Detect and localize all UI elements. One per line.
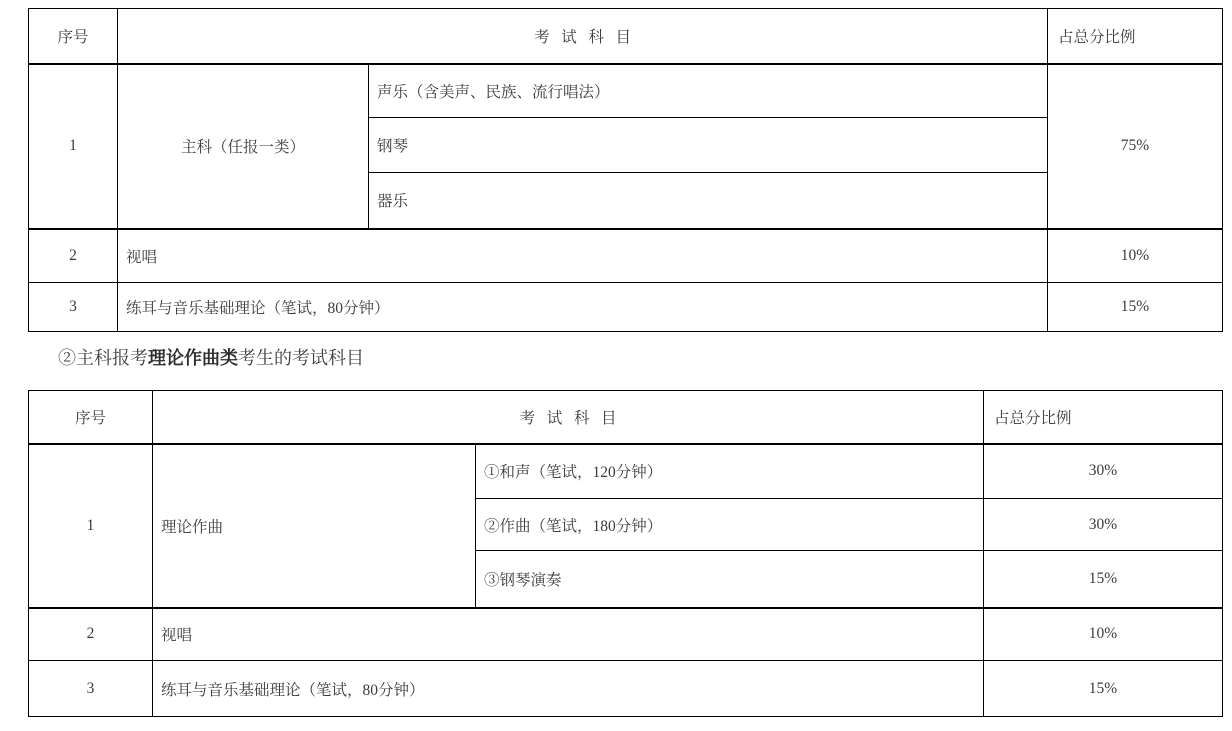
- header-cell-subject: 考试科目: [118, 9, 1048, 64]
- header-cell-ratio: 占总分比例: [984, 391, 1223, 444]
- header-cell-no: 序号: [29, 391, 153, 444]
- subject-group-cell: 理论作曲: [153, 444, 476, 608]
- subject-cell: 视唱: [118, 229, 1048, 283]
- sub-subject-cell: 声乐（含美声、民族、流行唱法）: [369, 64, 1048, 118]
- exam-table-1-container: [28, 8, 1223, 332]
- sub-subject-cell: 钢琴: [369, 118, 1048, 173]
- exam-table-vocal-instrumental: [28, 8, 1223, 332]
- section-heading: [58, 344, 364, 370]
- ratio-cell: 75%: [1048, 64, 1223, 229]
- subject-cell: 练耳与音乐基础理论（笔试，80分钟）: [153, 661, 984, 717]
- header-cell-ratio: 占总分比例: [1048, 9, 1223, 64]
- sub-subject-cell: ①和声（笔试，120分钟）: [476, 444, 984, 499]
- header-cell-subject: 考试科目: [153, 391, 984, 444]
- row-number-cell: 2: [29, 608, 153, 661]
- sub-subject-cell: 器乐: [369, 173, 1048, 229]
- subject-group-cell: 主科（任报一类）: [118, 64, 369, 229]
- ratio-cell: 30%: [984, 444, 1223, 499]
- ratio-cell: 30%: [984, 499, 1223, 551]
- subject-cell: 练耳与音乐基础理论（笔试，80分钟）: [118, 283, 1048, 332]
- exam-table-theory-composition: [28, 390, 1223, 717]
- row-number-cell: 3: [29, 661, 153, 717]
- subject-cell: 视唱: [153, 608, 984, 661]
- header-cell-no: 序号: [29, 9, 118, 64]
- row-number-cell: 3: [29, 283, 118, 332]
- ratio-cell: 10%: [984, 608, 1223, 661]
- exam-table-2-container: [28, 390, 1223, 717]
- row-number-cell: 1: [29, 64, 118, 229]
- ratio-cell: 15%: [984, 551, 1223, 608]
- ratio-cell: 15%: [1048, 283, 1223, 332]
- sub-subject-cell: ③钢琴演奏: [476, 551, 984, 608]
- section-heading-prefix: ②主科报考: [58, 348, 148, 368]
- ratio-cell: 10%: [1048, 229, 1223, 283]
- section-heading-bold: 理论作曲类: [148, 348, 238, 368]
- section-heading-suffix: 考生的考试科目: [238, 348, 364, 368]
- row-number-cell: 1: [29, 444, 153, 608]
- sub-subject-cell: ②作曲（笔试，180分钟）: [476, 499, 984, 551]
- ratio-cell: 15%: [984, 661, 1223, 717]
- row-number-cell: 2: [29, 229, 118, 283]
